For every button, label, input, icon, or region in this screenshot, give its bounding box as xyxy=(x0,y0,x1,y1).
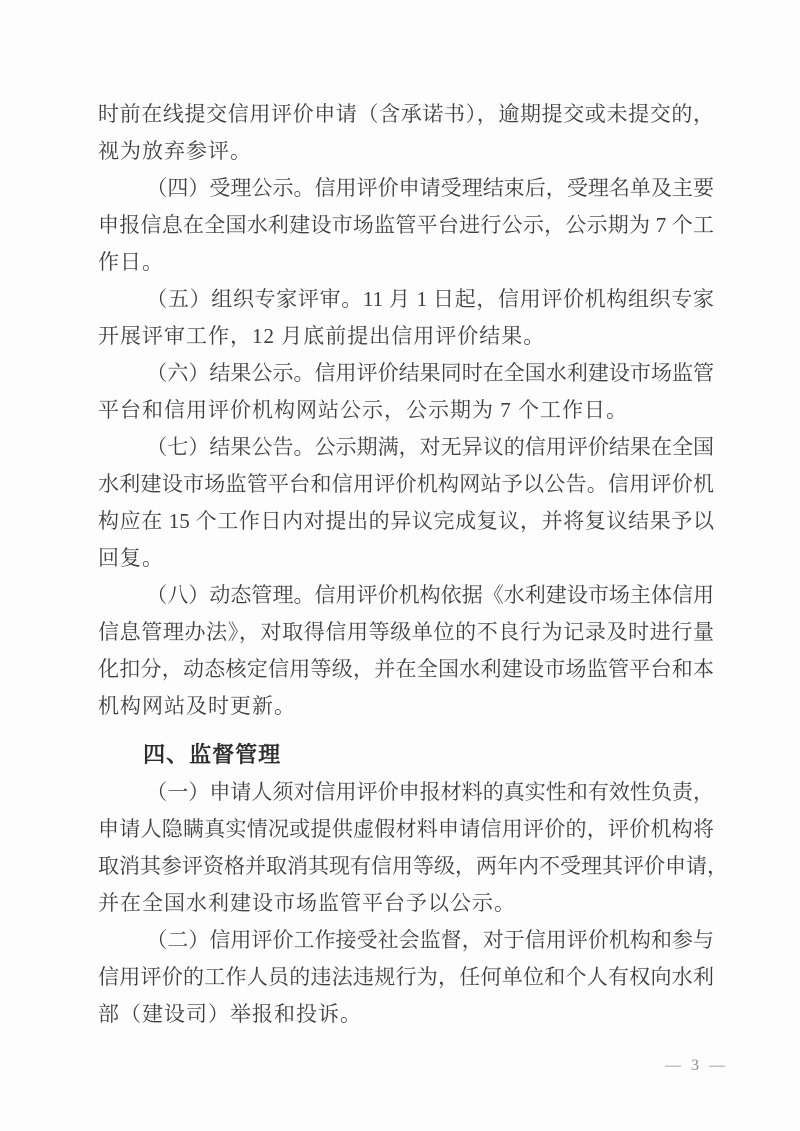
paragraph-line: （六）结果公示。信用评价结果同时在全国水利建设市场监管 xyxy=(146,361,714,385)
paragraph-line: 回复。 xyxy=(98,546,164,570)
paragraph-line: （八）动态管理。信用评价机构依据《水利建设市场主体信用 xyxy=(146,583,714,607)
paragraph-line: 部（建设司）举报和投诉。 xyxy=(98,1002,362,1026)
paragraph-line: 作日。 xyxy=(98,250,164,274)
paragraph-line: 时前在线提交信用评价申请（含承诺书），逾期提交或未提交的， xyxy=(98,102,714,126)
paragraph-line: 信息管理办法》，对取得信用等级单位的不良行为记录及时进行量 xyxy=(98,620,714,644)
paragraph-line: 构应在 15 个工作日内对提出的异议完成复议，并将复议结果予以 xyxy=(98,509,714,533)
paragraph-line: 视为放弃参评。 xyxy=(98,139,252,163)
paragraph-line: 并在全国水利建设市场监管平台予以公示。 xyxy=(98,891,516,915)
paragraph-line: 开展评审工作，12 月底前提出信用评价结果。 xyxy=(98,324,546,348)
section-heading: 四、监督管理 xyxy=(143,743,282,768)
paragraph-line: （二）信用评价工作接受社会监督，对于信用评价机构和参与 xyxy=(146,928,714,952)
paragraph-line: （四）受理公示。信用评价申请受理结束后，受理名单及主要 xyxy=(146,176,714,200)
paragraph-line: 化扣分，动态核定信用等级，并在全国水利建设市场监管平台和本 xyxy=(98,657,714,681)
body-text xyxy=(98,96,728,1033)
paragraph-line: 取消其参评资格并取消其现有信用等级，两年内不受理其评价申请， xyxy=(98,854,728,878)
paragraph-line: 水利建设市场监管平台和信用评价机构网站予以公告。信用评价机 xyxy=(98,472,714,496)
paragraph-line: （七）结果公告。公示期满，对无异议的信用评价结果在全国 xyxy=(146,435,714,459)
paragraph-line: 信用评价的工作人员的违法违规行为，任何单位和个人有权向水利 xyxy=(98,965,714,989)
paragraph-line: 平台和信用评价机构网站公示，公示期为 7 个工作日。 xyxy=(98,398,628,422)
paragraph-line: 申报信息在全国水利建设市场监管平台进行公示，公示期为 7 个工 xyxy=(98,213,714,237)
paragraph-line: 机构网站及时更新。 xyxy=(98,694,296,718)
paragraph-line: （五）组织专家评审。11 月 1 日起，信用评价机构组织专家 xyxy=(146,287,714,311)
page-number: — 3 — xyxy=(665,1057,728,1074)
paragraph-line: （一）申请人须对信用评价申报材料的真实性和有效性负责， xyxy=(146,780,714,804)
paragraph-line: 申请人隐瞒真实情况或提供虚假材料申请信用评价的，评价机构将 xyxy=(98,817,714,841)
